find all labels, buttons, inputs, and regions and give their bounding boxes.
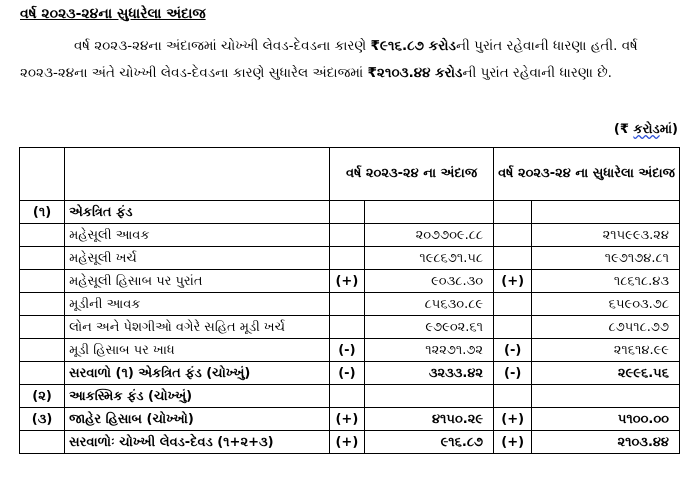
row-number: (૩)	[20, 408, 65, 431]
para-amount-2: ₹૨૧૦૩.૪૪ કરોડ	[367, 65, 463, 81]
estimate-value: ૩૨૩૩.૪૨	[364, 362, 493, 385]
table-header-row	[20, 148, 680, 201]
estimate-sign	[330, 224, 365, 247]
revised-sign	[494, 201, 532, 224]
table-row	[20, 270, 680, 293]
header-blank-num	[20, 148, 65, 201]
row-label: મૂડીની આવક	[65, 293, 330, 316]
revised-sign	[494, 247, 532, 270]
revised-sign	[494, 385, 532, 408]
estimate-value	[364, 201, 493, 224]
revised-sign: (-)	[494, 339, 532, 362]
para-part-2: ની પુરાંત રહેવાની ધારણા હતી. વર્ષ ૨૦૨૩-૨૪ના અંતે ચોખ્ખી લેવડ-દેવડના કારણે સુધારેલ અંદાજમાં	[20, 38, 638, 81]
row-label: જાહેર હિસાબ (ચોખ્ખો)	[65, 408, 330, 431]
header-revised: વર્ષ ૨૦૨૩-૨૪ ના સુધારેલા અંદાજ	[494, 148, 680, 201]
estimate-sign	[330, 316, 365, 339]
row-number: (૨)	[20, 385, 65, 408]
table-row	[20, 293, 680, 316]
estimate-value: ૨૦૭૭૦૯.૮૮	[364, 224, 493, 247]
para-amount-1: ₹૯૧૬.૮૭ કરોડ	[370, 38, 456, 54]
revised-value: ૫૧૦૦.૦૦	[532, 408, 680, 431]
row-label: આકસ્મિક ફંડ (ચોખ્ખું)	[65, 385, 330, 408]
revised-value: ૨૧૬૧૪.૯૯	[532, 339, 680, 362]
revised-value: ૨૧૫૯૯૩.૨૪	[532, 224, 680, 247]
row-number	[20, 293, 65, 316]
estimate-sign	[330, 247, 365, 270]
unit-label	[614, 122, 678, 137]
row-label: સરવાળો (૧) એકત્રિત ફંડ (ચોખ્ખું)	[65, 362, 330, 385]
revised-sign: (+)	[494, 408, 532, 431]
table-row	[20, 362, 680, 385]
row-label: સરવાળોઃ ચોખ્ખી લેવડ-દેવડ (૧+૨+૩)	[65, 431, 330, 454]
unit-suffix: માં)	[659, 122, 678, 137]
revised-sign: (+)	[494, 270, 532, 293]
para-part-3: ની પુરાંત રહેવાની ધારણા છે.	[462, 65, 612, 81]
table-row	[20, 224, 680, 247]
revised-sign: (+)	[494, 431, 532, 454]
estimate-sign	[330, 385, 365, 408]
header-estimate: વર્ષ ૨૦૨૩-૨૪ ના અંદાજ	[330, 148, 494, 201]
revised-value: ૮૭૫૧૮.૭૭	[532, 316, 680, 339]
table-row	[20, 201, 680, 224]
table-row	[20, 339, 680, 362]
summary-paragraph	[20, 33, 680, 87]
estimate-value	[364, 385, 493, 408]
para-part-1: વર્ષ ૨૦૨૩-૨૪ના અંદાજમાં ચોખ્ખી લેવડ-દેવડના કારણે	[74, 38, 371, 54]
table-row	[20, 431, 680, 454]
revised-sign	[494, 224, 532, 247]
estimate-sign: (+)	[330, 408, 365, 431]
row-label: એકત્રિત ફંડ	[65, 201, 330, 224]
row-label: લોન અને પેશગીઓ વગેરે સહિત મૂડી ખર્ચ	[65, 316, 330, 339]
revised-value: ૨૯૯૬.૫૬	[532, 362, 680, 385]
estimate-sign: (-)	[330, 362, 365, 385]
estimate-value: ૧૯૮૬૭૧.૫૮	[364, 247, 493, 270]
estimate-value: ૯૧૬.૮૭	[364, 431, 493, 454]
estimate-value: ૮૫૬૩૦.૮૯	[364, 293, 493, 316]
budget-table	[19, 147, 680, 454]
revised-value: ૧૯૭૧૭૪.૮૧	[532, 247, 680, 270]
row-label: મહેસૂલી હિસાબ પર પુરાંત	[65, 270, 330, 293]
row-label: મૂડી હિસાબ પર ખાધ	[65, 339, 330, 362]
estimate-sign: (+)	[330, 270, 365, 293]
row-number	[20, 224, 65, 247]
estimate-value: ૧૨૨૭૧.૭૨	[364, 339, 493, 362]
row-number	[20, 431, 65, 454]
header-blank-label	[65, 148, 330, 201]
revised-sign: (-)	[494, 362, 532, 385]
row-number: (૧)	[20, 201, 65, 224]
row-number	[20, 270, 65, 293]
unit-word: કરોડ	[633, 122, 660, 137]
row-label: મહેસૂલી ખર્ચ	[65, 247, 330, 270]
estimate-value: ૪૧૫૦.૨૯	[364, 408, 493, 431]
table-row	[20, 385, 680, 408]
unit-prefix: (₹	[613, 122, 634, 137]
revised-sign	[494, 316, 532, 339]
estimate-sign: (+)	[330, 431, 365, 454]
revised-value: ૧૮૬૧૮.૪૩	[532, 270, 680, 293]
row-number	[20, 362, 65, 385]
row-number	[20, 316, 65, 339]
revised-value	[532, 385, 680, 408]
revised-value: ૨૧૦૩.૪૪	[532, 431, 680, 454]
estimate-value: ૯૭૯૦૨.૬૧	[364, 316, 493, 339]
estimate-sign	[330, 201, 365, 224]
estimate-value: ૯૦૩૮.૩૦	[364, 270, 493, 293]
table-row	[20, 247, 680, 270]
row-number	[20, 339, 65, 362]
table-row	[20, 408, 680, 431]
row-number	[20, 247, 65, 270]
estimate-sign: (-)	[330, 339, 365, 362]
revised-sign	[494, 293, 532, 316]
revised-value	[532, 201, 680, 224]
section-heading: વર્ષ ૨૦૨૩-૨૪ના સુધારેલા અંદાજ	[20, 6, 206, 22]
revised-value: ૬૫૯૦૩.૭૮	[532, 293, 680, 316]
table-row	[20, 316, 680, 339]
row-label: મહેસૂલી આવક	[65, 224, 330, 247]
estimate-sign	[330, 293, 365, 316]
